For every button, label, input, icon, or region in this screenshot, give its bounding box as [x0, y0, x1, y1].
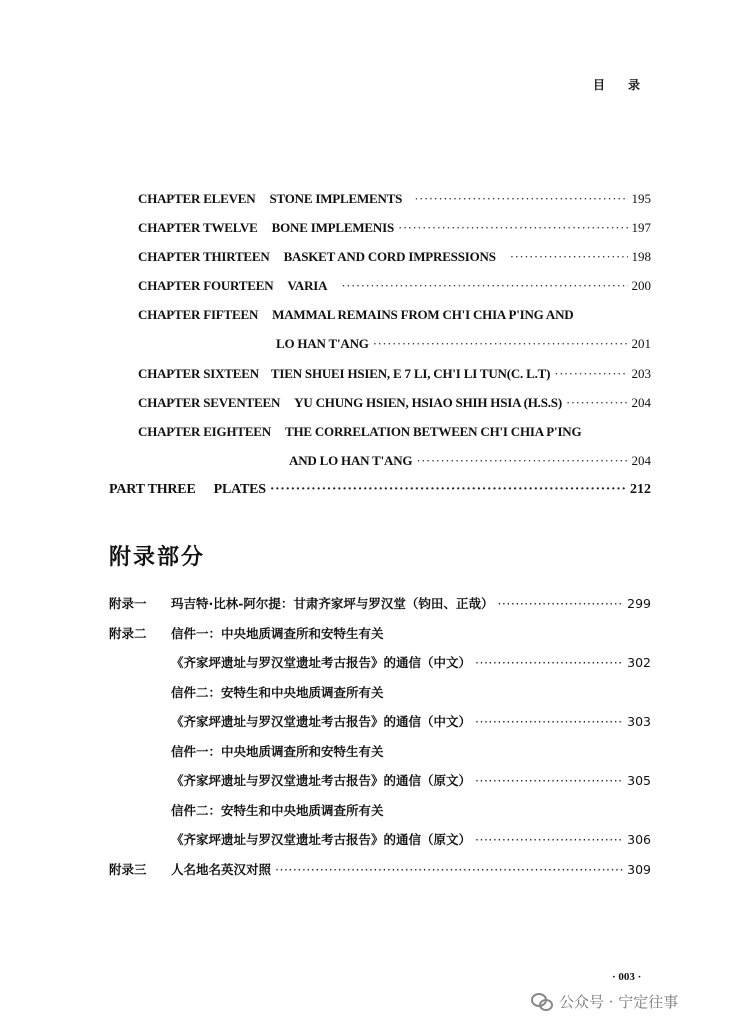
- page-number: 212: [630, 482, 651, 497]
- chapter-title: MAMMAL REMAINS FROM CH'I CHIA P'ING AND: [272, 307, 574, 322]
- appendix-text: 信件一：中央地质调查所和安特生有关: [171, 626, 384, 641]
- toc-entry-chapter-thirteen: [138, 249, 651, 265]
- leader-dots: [475, 655, 623, 671]
- appendix-text: 玛吉特·比林-阿尔提：甘肃齐家坪与罗汉堂（钧田、正哉）: [171, 596, 494, 611]
- page-number: 305: [627, 773, 651, 788]
- appendix-text: 信件二：安特生和中央地质调查所有关: [171, 685, 384, 700]
- appendix-tag: 附录一: [109, 596, 147, 611]
- wechat-icon: [531, 993, 553, 1011]
- chapter-title: BONE IMPLEMENIS: [271, 220, 394, 235]
- toc-entry-chapter-eighteen: [138, 424, 651, 440]
- watermark: [531, 991, 678, 1012]
- appendix-text: 《齐家坪遗址与罗汉堂遗址考古报告》的通信（原文）: [171, 832, 472, 847]
- chapter-title-cont: AND LO HAN T'ANG: [289, 453, 413, 468]
- chapter-title: TIEN SHUEI HSIEN, E 7 LI, CH'I LI TUN(C. L.T): [270, 366, 551, 381]
- chapter-title: VARIA: [287, 278, 328, 293]
- appendix-entry: [109, 626, 651, 642]
- appendix-entry: [171, 685, 651, 701]
- chapter-label: CHAPTER SEVENTEEN: [138, 395, 281, 410]
- toc-entry-chapter-eighteen-cont: [289, 453, 651, 469]
- toc-entry-part-three: [109, 482, 651, 498]
- toc-entry-chapter-fourteen: [138, 278, 651, 294]
- part-label: PART THREE: [109, 482, 196, 497]
- appendix-text: 《齐家坪遗址与罗汉堂遗址考古报告》的通信（中文）: [171, 655, 472, 670]
- chapter-title: STONE IMPLEMENTS: [269, 191, 403, 206]
- watermark-text: 公众号 · 宁定往事: [559, 993, 679, 1011]
- leader-dots: [475, 714, 623, 730]
- appendix-text: 《齐家坪遗址与罗汉堂遗址考古报告》的通信（中文）: [171, 714, 472, 729]
- page-number: 200: [631, 278, 651, 293]
- page-number: 309: [627, 862, 651, 877]
- page-number: 198: [631, 249, 651, 264]
- page-number: 303: [627, 714, 651, 729]
- leader-dots: [341, 278, 627, 294]
- page-number: 195: [631, 191, 651, 206]
- toc-entry-chapter-sixteen: [138, 366, 651, 382]
- chapter-title-cont: LO HAN T'ANG: [276, 336, 369, 351]
- page-number: 197: [631, 220, 651, 235]
- toc-entry-chapter-fifteen-cont: [276, 336, 651, 352]
- toc-entry-chapter-fifteen: [138, 307, 651, 323]
- leader-dots: [398, 220, 628, 236]
- page-header: 目 录: [592, 78, 650, 92]
- leader-dots: [275, 862, 623, 878]
- leader-dots: [566, 395, 628, 411]
- toc-entry-chapter-eleven: [138, 191, 651, 207]
- leader-dots: [414, 191, 627, 207]
- chapter-label: CHAPTER TWELVE: [138, 220, 258, 235]
- appendix-tag: 附录二: [109, 626, 147, 641]
- appendix-text: 《齐家坪遗址与罗汉堂遗址考古报告》的通信（原文）: [171, 773, 472, 788]
- appendix-text: 人名地名英汉对照: [171, 862, 272, 877]
- appendix-entry: [171, 773, 651, 789]
- appendix-entry: [171, 803, 651, 819]
- chapter-label: CHAPTER ELEVEN: [138, 191, 256, 206]
- appendix-entry: [109, 862, 651, 878]
- page-number: 299: [627, 596, 651, 611]
- toc-entry-chapter-seventeen: [138, 395, 651, 411]
- chapter-label: CHAPTER FOURTEEN: [138, 278, 274, 293]
- footer-page-number: · 003 ·: [612, 971, 642, 983]
- page-number: 203: [631, 366, 651, 381]
- appendix-entry: [109, 596, 651, 612]
- leader-dots: [416, 453, 627, 469]
- page-number: 204: [631, 395, 651, 410]
- page-number: 204: [631, 453, 651, 468]
- page-number: 302: [627, 655, 651, 670]
- leader-dots: [270, 482, 626, 498]
- appendix-text: 信件二：安特生和中央地质调查所有关: [171, 803, 384, 818]
- appendix-section-title: 附录部分: [109, 545, 206, 570]
- leader-dots: [475, 773, 623, 789]
- appendix-entry: [171, 655, 651, 671]
- page-number: 306: [627, 832, 651, 847]
- chapter-label: CHAPTER FIFTEEN: [138, 307, 259, 322]
- appendix-entry: [171, 744, 651, 760]
- appendix-entry: [171, 714, 651, 730]
- chapter-label: CHAPTER EIGHTEEN: [138, 424, 271, 439]
- toc-entry-chapter-twelve: [138, 220, 651, 236]
- appendix-tag: 附录三: [109, 862, 147, 877]
- leader-dots: [554, 366, 627, 382]
- leader-dots: [475, 832, 623, 848]
- page-number: 201: [631, 336, 651, 351]
- part-title: PLATES: [213, 482, 266, 497]
- chapter-title: THE CORRELATION BETWEEN CH'I CHIA P'ING: [284, 424, 582, 439]
- appendix-entry: [171, 832, 651, 848]
- leader-dots: [497, 596, 623, 612]
- leader-dots: [510, 249, 628, 265]
- appendix-text: 信件一：中央地质调查所和安特生有关: [171, 744, 384, 759]
- chapter-label: CHAPTER SIXTEEN: [138, 366, 259, 381]
- chapter-label: CHAPTER THIRTEEN: [138, 249, 270, 264]
- leader-dots: [373, 336, 628, 352]
- chapter-title: YU CHUNG HSIEN, HSIAO SHIH HSIA (H.S.S): [294, 395, 562, 410]
- chapter-title: BASKET AND CORD IMPRESSIONS: [283, 249, 496, 264]
